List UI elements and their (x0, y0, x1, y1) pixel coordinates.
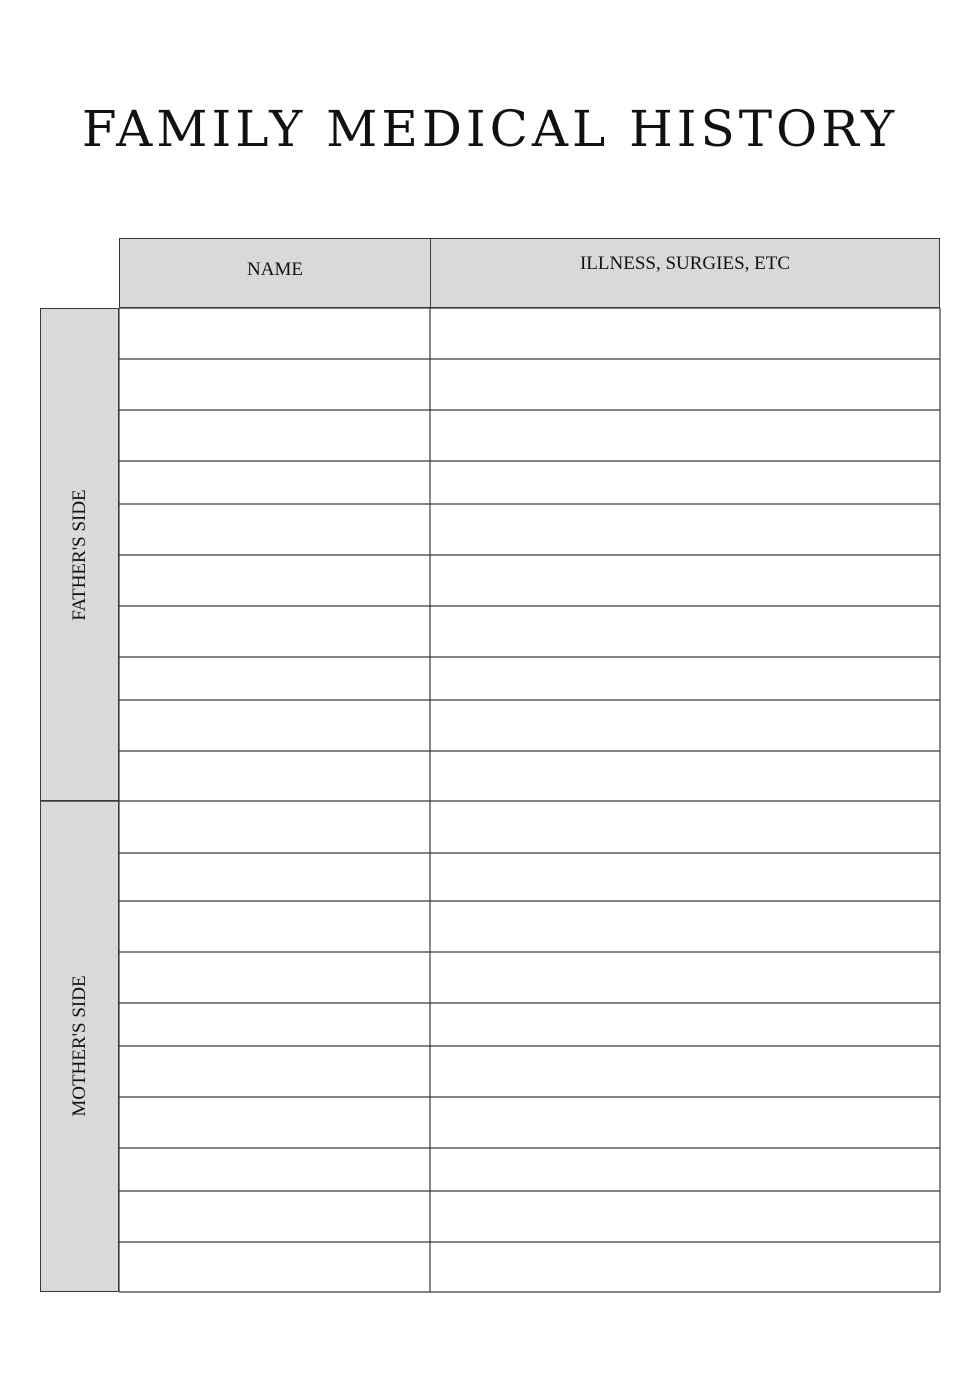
illness-cell-father[interactable] (430, 359, 940, 410)
name-cell-mother[interactable] (119, 1046, 430, 1097)
name-cell-mother[interactable] (119, 1148, 430, 1191)
column-header-name: NAME (119, 238, 431, 308)
name-cell-mother[interactable] (119, 1242, 430, 1292)
column-header-illness: ILLNESS, SURGIES, ETC (430, 238, 940, 308)
name-cell-mother[interactable] (119, 1191, 430, 1242)
illness-cell-father[interactable] (430, 606, 940, 657)
illness-cell-mother[interactable] (430, 1046, 940, 1097)
illness-cell-mother[interactable] (430, 1242, 940, 1292)
illness-cell-mother[interactable] (430, 952, 940, 1003)
illness-cell-mother[interactable] (430, 1003, 940, 1046)
illness-cell-mother[interactable] (430, 801, 940, 853)
illness-cell-father[interactable] (430, 410, 940, 461)
name-cell-father[interactable] (119, 606, 430, 657)
name-cell-father[interactable] (119, 657, 430, 700)
illness-cell-mother[interactable] (430, 901, 940, 952)
name-cell-father[interactable] (119, 555, 430, 606)
name-cell-mother[interactable] (119, 801, 430, 853)
illness-cell-father[interactable] (430, 700, 940, 751)
name-cell-mother[interactable] (119, 853, 430, 901)
name-cell-father[interactable] (119, 359, 430, 410)
illness-cell-mother[interactable] (430, 1148, 940, 1191)
illness-cell-father[interactable] (430, 555, 940, 606)
name-cell-father[interactable] (119, 504, 430, 555)
name-cell-father[interactable] (119, 410, 430, 461)
name-cell-mother[interactable] (119, 952, 430, 1003)
name-cell-mother[interactable] (119, 901, 430, 952)
illness-cell-father[interactable] (430, 461, 940, 504)
illness-cell-father[interactable] (430, 657, 940, 700)
illness-cell-mother[interactable] (430, 1191, 940, 1242)
name-cell-mother[interactable] (119, 1097, 430, 1148)
name-cell-father[interactable] (119, 461, 430, 504)
illness-cell-father[interactable] (430, 504, 940, 555)
page-title: FAMILY MEDICAL HISTORY (81, 100, 899, 158)
mothers-side-label: MOTHER'S SIDE (68, 975, 90, 1117)
illness-cell-father[interactable] (430, 308, 940, 359)
name-cell-father[interactable] (119, 308, 430, 359)
name-cell-mother[interactable] (119, 1003, 430, 1046)
name-cell-father[interactable] (119, 700, 430, 751)
illness-cell-father[interactable] (430, 751, 940, 801)
illness-cell-mother[interactable] (430, 1097, 940, 1148)
name-cell-father[interactable] (119, 751, 430, 801)
fathers-side-label: FATHER'S SIDE (68, 488, 90, 621)
illness-cell-mother[interactable] (430, 853, 940, 901)
